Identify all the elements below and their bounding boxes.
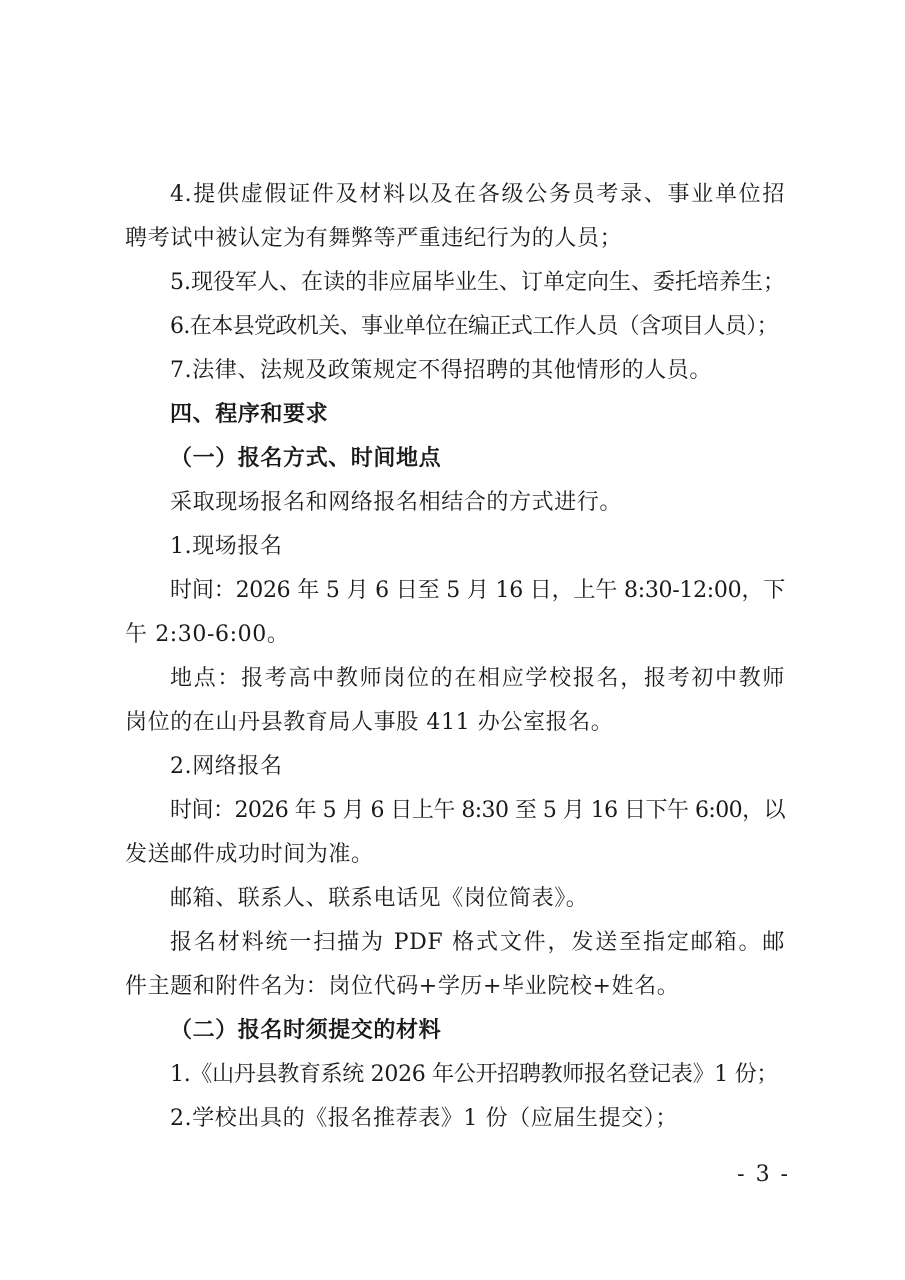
paragraph-line: 7.法律、法规及政策规定不得招聘的其他情形的人员。 [170,358,712,383]
paragraph-line: 5.现役军人、在读的非应届毕业生、订单定向生、委托培养生； [170,270,785,295]
paragraph-line: 午 2:30-6:00。 [125,622,290,647]
page-number: - 3 - [737,1162,790,1187]
paragraph-line: 采取现场报名和网络报名相结合的方式进行。 [170,490,623,515]
paragraph-line: 报名材料统一扫描为 PDF 格式文件，发送至指定邮箱。邮 [170,930,785,955]
paragraph-line: 地点：报考高中教师岗位的在相应学校报名，报考初中教师 [170,666,785,691]
paragraph-line: 岗位的在山丹县教育局人事股 411 办公室报名。 [125,710,614,735]
paragraph-line: 2.学校出具的《报名推荐表》1 份（应届生提交）； [170,1106,678,1131]
subsection-heading: （一）报名方式、时间地点 [170,446,442,471]
paragraph-line: 时间：2026 年 5 月 6 日至 5 月 16 日，上午 8:30-12:00，下 [170,578,785,603]
paragraph-line: 件主题和附件名为：岗位代码+学历+毕业院校+姓名。 [125,974,680,999]
subsection-heading: （二）报名时须提交的材料 [170,1018,442,1043]
paragraph-line: 6.在本县党政机关、事业单位在编正式工作人员（含项目人员）； [170,314,778,339]
paragraph-line: 邮箱、联系人、联系电话见《岗位简表》。 [170,886,589,911]
paragraph-line: 2.网络报名 [170,754,283,779]
paragraph-line: 聘考试中被认定为有舞弊等严重违纪行为的人员； [125,226,623,251]
paragraph-line: 4.提供虚假证件及材料以及在各级公务员考录、事业单位招 [170,182,785,207]
paragraph-line: 1.《山丹县教育系统 2026 年公开招聘教师报名登记表》1 份； [170,1062,779,1087]
paragraph-line: 发送邮件成功时间为准。 [125,842,374,867]
paragraph-line: 时间：2026 年 5 月 6 日上午 8:30 至 5 月 16 日下午 6:00，以 [170,798,785,823]
paragraph-line: 1.现场报名 [170,534,283,559]
section-heading: 四、程序和要求 [170,402,329,427]
